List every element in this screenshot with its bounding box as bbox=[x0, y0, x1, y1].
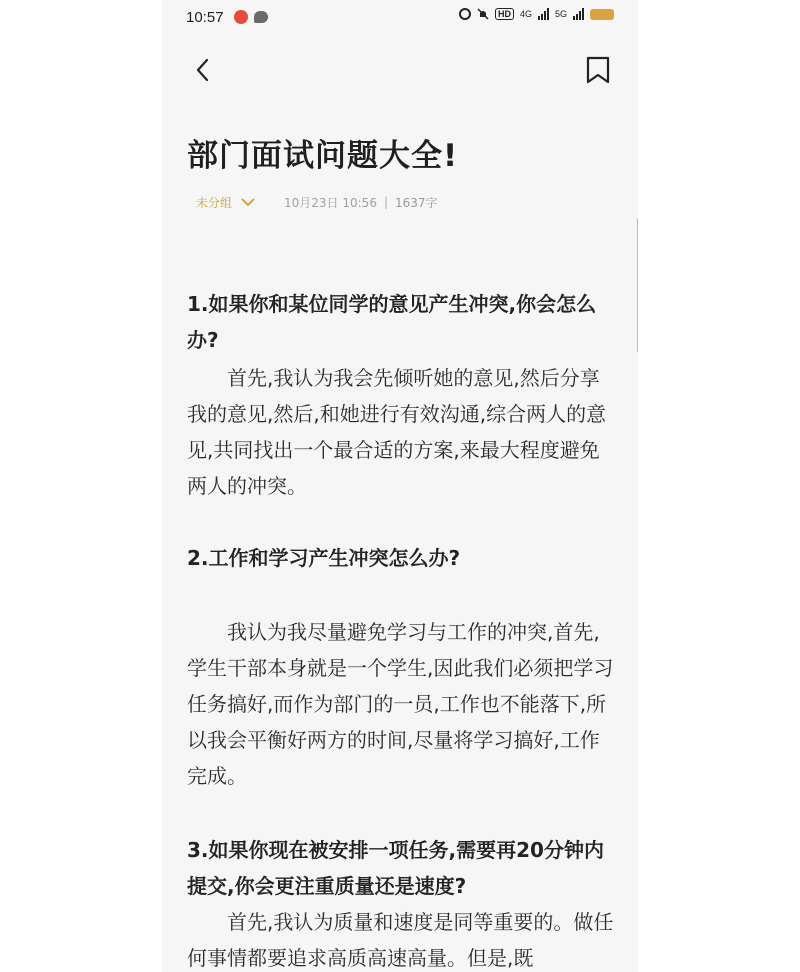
network-4g-label: 4G bbox=[519, 9, 532, 19]
answer-3: 首先,我认为质量和速度是同等重要的。做任何事情都要追求高质高速高量。但是,既 bbox=[187, 910, 614, 970]
network-5g-label: 5G bbox=[554, 9, 567, 19]
mute-icon bbox=[477, 8, 489, 20]
phone-screen bbox=[162, 0, 638, 972]
article-meta bbox=[187, 190, 617, 214]
meta-separator: | bbox=[383, 195, 388, 209]
wechat-icon bbox=[254, 11, 268, 23]
alarm-icon bbox=[459, 8, 471, 20]
weibo-icon bbox=[234, 10, 248, 24]
back-button[interactable] bbox=[186, 52, 222, 88]
system-icons bbox=[459, 8, 614, 20]
answer-1: 首先,我认为我会先倾听她的意见,然后分享我的意见,然后,和她进行有效沟通,综合两人的意见,共同找出一个最合适的方案,来最大程度避免两人的冲突。 bbox=[187, 366, 607, 498]
bookmark-icon bbox=[580, 52, 616, 88]
article-title: 部门面试问题大全! bbox=[187, 138, 459, 174]
word-count: 1637字 bbox=[395, 195, 438, 210]
status-time: 10:57 bbox=[186, 9, 224, 26]
group-selector[interactable] bbox=[196, 194, 256, 211]
question-3: 3.如果你现在被安排一项任务,需要再20分钟内提交,你会更注重质量还是速度? bbox=[187, 838, 604, 898]
chevron-left-icon bbox=[186, 52, 222, 88]
signal-icon bbox=[538, 8, 549, 20]
bookmark-button[interactable] bbox=[580, 52, 616, 88]
chevron-down-icon bbox=[240, 197, 256, 207]
article-date: 10月23日 10:56 bbox=[284, 195, 377, 210]
article bbox=[187, 130, 617, 970]
question-2: 2.工作和学习产生冲突怎么办? bbox=[187, 546, 461, 570]
battery-icon bbox=[590, 9, 614, 20]
answer-2: 我认为我尽量避免学习与工作的冲突,首先,学生干部本身就是一个学生,因此我们必须把学习任务搞好,而作为部门的一员,工作也不能落下,所以我会平衡好两方的时间,尽量将学习搞好,工作完成。 bbox=[187, 620, 614, 788]
status-bar bbox=[162, 0, 638, 36]
notification-icons bbox=[234, 10, 268, 24]
signal-icon bbox=[573, 8, 584, 20]
scrollbar[interactable] bbox=[637, 218, 638, 352]
question-1: 1.如果你和某位同学的意见产生冲突,你会怎么办? bbox=[187, 292, 597, 352]
group-label: 未分组 bbox=[196, 195, 233, 210]
hd-icon: HD bbox=[495, 8, 514, 20]
